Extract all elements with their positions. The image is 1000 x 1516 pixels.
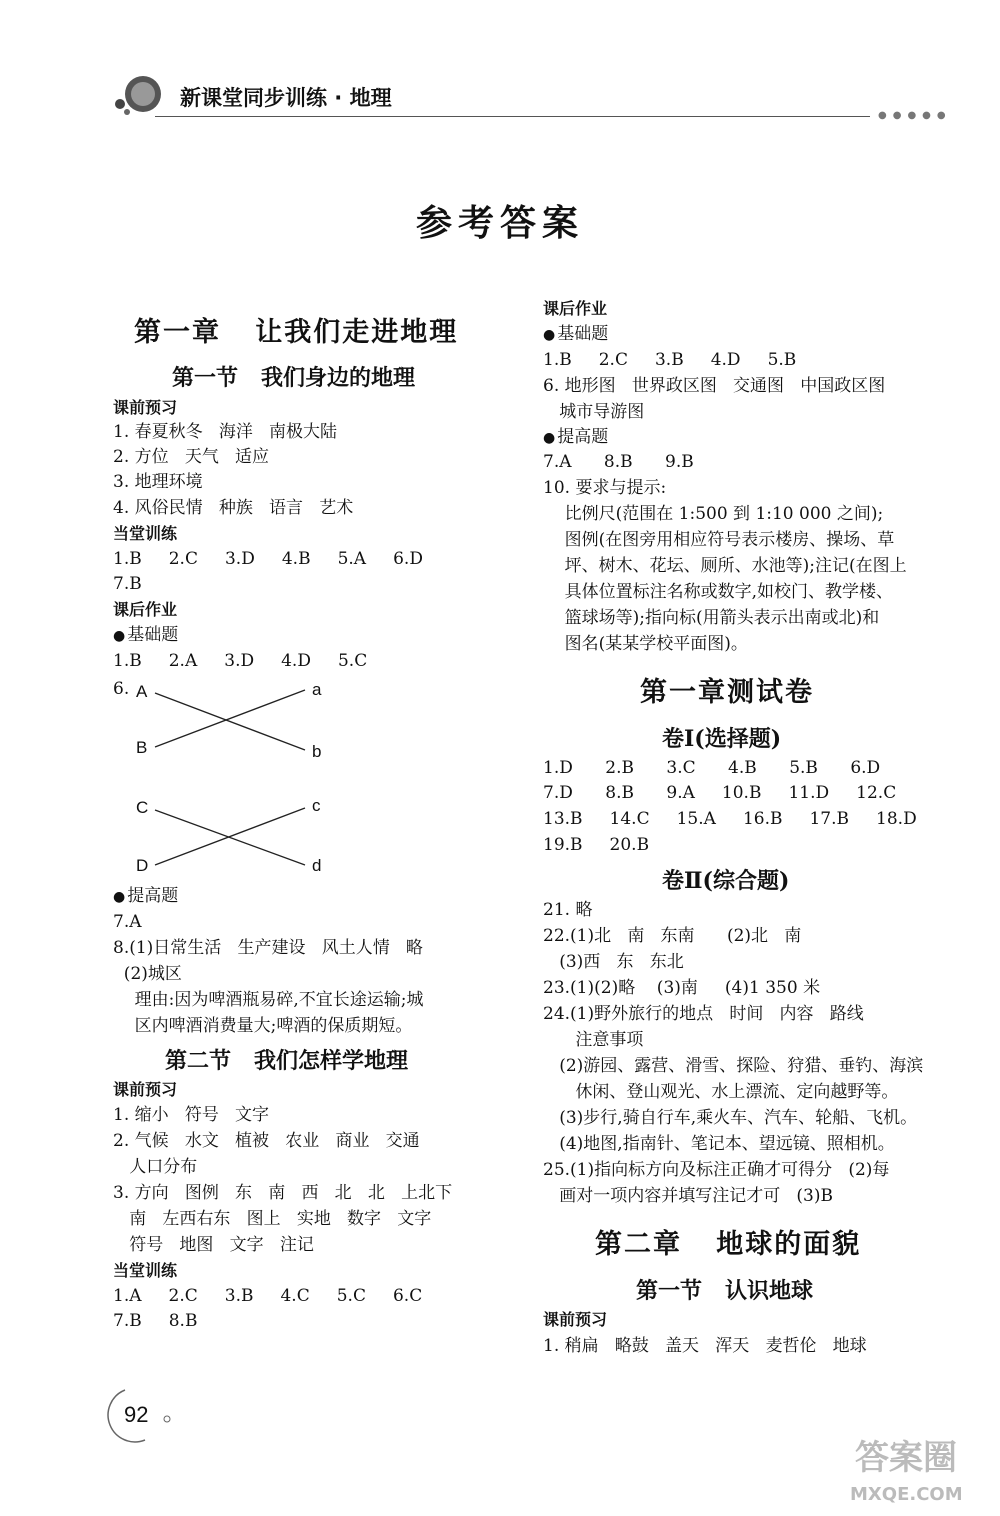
- answer-line: 1. 稍扁 略鼓 盖天 浑天 麦哲伦 地球: [543, 1336, 867, 1356]
- answer-line: 24.(1)野外旅行的地点 时间 内容 路线: [543, 1004, 864, 1024]
- answer-line: 区内啤酒消费量大;啤酒的保质期短。: [113, 1016, 413, 1036]
- match-label-C: C: [136, 798, 149, 817]
- answer-line: (4)地图,指南针、笔记本、望远镜、照相机。: [543, 1134, 895, 1154]
- answer-line: 休闲、登山观光、水上漂流、定向越野等。: [543, 1082, 899, 1102]
- subhead-class: 当堂训练: [113, 524, 178, 543]
- subhead-basic: ● 基础题: [543, 323, 608, 346]
- subhead-advanced: ● 提高题: [113, 885, 178, 908]
- answer-line: 13.B 14.C 15.A 16.B 17.B 18.D: [543, 809, 917, 829]
- answer-line: 7.A: [113, 912, 142, 932]
- answer-line: 1.B 2.C 3.B 4.D 5.B: [543, 350, 797, 370]
- answer-line: 具体位置标注名称或数字,如校门、教学楼、: [543, 582, 894, 602]
- subhead-preview: 课前预习: [113, 398, 178, 417]
- answer-line: 注意事项: [543, 1030, 644, 1050]
- answer-line: 人口分布: [113, 1157, 198, 1177]
- answer-line: 4. 风俗民情 种族 语言 艺术: [113, 498, 354, 518]
- section-c2-1-title: 第一节 认识地球: [636, 1278, 813, 1304]
- answer-line: 画对一项内容并填写注记才可 (3)B: [543, 1186, 833, 1206]
- answer-line: (3)西 东 东北: [543, 952, 684, 972]
- answer-line: 图名(某某学校平面图)。: [543, 634, 748, 654]
- chapter-1-test-title: 第一章测试卷: [640, 677, 814, 708]
- answer-line: 符号 地图 文字 注记: [113, 1235, 314, 1255]
- answer-line: 7.B 8.B: [113, 1311, 198, 1331]
- answer-line: 22.(1)北 南 东南 (2)北 南: [543, 926, 802, 946]
- section-1-title: 第一节 我们身边的地理: [172, 365, 415, 391]
- subhead-homework: 课后作业: [113, 600, 178, 619]
- answer-line: 3. 地理环境: [113, 472, 203, 492]
- match-label-b: b: [312, 742, 322, 761]
- match-label-A: A: [136, 682, 148, 701]
- answer-line: 7.D 8.B 9.A 10.B 11.D 12.C: [543, 783, 897, 803]
- subhead-homework: 课后作业: [543, 299, 608, 318]
- answer-line: (2)游园、露营、滑雪、探险、狩猎、垂钓、海滨: [543, 1056, 924, 1076]
- answer-line: 10. 要求与提示:: [543, 478, 667, 498]
- answer-line: 理由:因为啤酒瓶易碎,不宜长途运输;城: [113, 990, 424, 1010]
- answer-line: 1.B 2.A 3.D 4.D 5.C: [113, 651, 368, 671]
- answer-line: 6. 地形图 世界政区图 交通图 中国政区图: [543, 376, 886, 396]
- question-6-label: 6.: [113, 679, 130, 699]
- watermark-url: MXQE.COM: [850, 1484, 963, 1505]
- matching-lines: [0, 0, 400, 900]
- answer-line: 篮球场等);指向标(用箭头表示出南或北)和: [543, 608, 880, 628]
- answer-line: 1.D 2.B 3.C 4.B 5.B 6.D: [543, 758, 881, 778]
- answer-line: 2. 气候 水文 植被 农业 商业 交通: [113, 1131, 420, 1151]
- volume-2-title: 卷Ⅱ(综合题): [662, 868, 790, 894]
- page-number: 92: [124, 1402, 149, 1427]
- volume-1-title: 卷Ⅰ(选择题): [662, 726, 782, 752]
- subhead-preview: 课前预习: [113, 1080, 178, 1099]
- answer-line: 1. 春夏秋冬 海洋 南极大陆: [113, 422, 338, 442]
- answer-line: 2. 方位 天气 适应: [113, 447, 270, 467]
- answer-line: 3. 方向 图例 东 南 西 北 北 上北下: [113, 1183, 453, 1203]
- answer-line: 25.(1)指向标方向及标注正确才可得分 (2)每: [543, 1160, 890, 1180]
- answer-line: 1.B 2.C 3.D 4.B 5.A 6.D: [113, 549, 423, 569]
- subhead-advanced: ● 提高题: [543, 426, 608, 449]
- answer-line: 城市导游图: [543, 402, 645, 422]
- chapter-2-title: 第二章 地球的面貌: [595, 1229, 862, 1260]
- answer-line: 8.(1)日常生活 生产建设 风土人情 略: [113, 938, 423, 958]
- answer-line: 23.(1)(2)略 (3)南 (4)1 350 米: [543, 978, 821, 998]
- answer-line: 1. 缩小 符号 文字: [113, 1105, 270, 1125]
- answer-line: 7.B: [113, 574, 142, 594]
- page-title: 参考答案: [415, 203, 584, 244]
- watermark-logo: 答案圈: [855, 1438, 957, 1478]
- header-title: 新课堂同步训练 · 地理: [180, 86, 392, 110]
- answer-line: 图例(在图旁用相应符号表示楼房、操场、草: [543, 530, 895, 550]
- subhead-preview: 课前预习: [543, 1310, 608, 1329]
- answer-line: 南 左西右东 图上 实地 数字 文字: [113, 1209, 432, 1229]
- answer-line: 1.A 2.C 3.B 4.C 5.C 6.C: [113, 1286, 423, 1306]
- match-label-d: d: [312, 856, 322, 875]
- subhead-class: 当堂训练: [113, 1261, 178, 1280]
- subhead-basic: ● 基础题: [113, 624, 178, 647]
- section-2-title: 第二节 我们怎样学地理: [165, 1048, 408, 1074]
- answer-line: 坪、树木、花坛、厕所、水池等);注记(在图上: [543, 556, 907, 576]
- answer-line: 比例尺(范围在 1:500 到 1:10 000 之间);: [543, 504, 884, 524]
- header-dots: ●●●●●: [878, 110, 952, 121]
- match-label-c: c: [312, 796, 321, 815]
- answer-line: 7.A 8.B 9.B: [543, 452, 694, 472]
- match-label-D: D: [136, 856, 149, 875]
- match-label-B: B: [136, 738, 148, 757]
- answer-line: 21. 略: [543, 900, 593, 920]
- answer-line: (2)城区: [113, 964, 182, 984]
- answer-line: 19.B 20.B: [543, 835, 650, 855]
- match-label-a: a: [312, 680, 322, 699]
- answer-line: (3)步行,骑自行车,乘火车、汽车、轮船、飞机。: [543, 1108, 918, 1128]
- chapter-1-title: 第一章 让我们走进地理: [134, 317, 459, 348]
